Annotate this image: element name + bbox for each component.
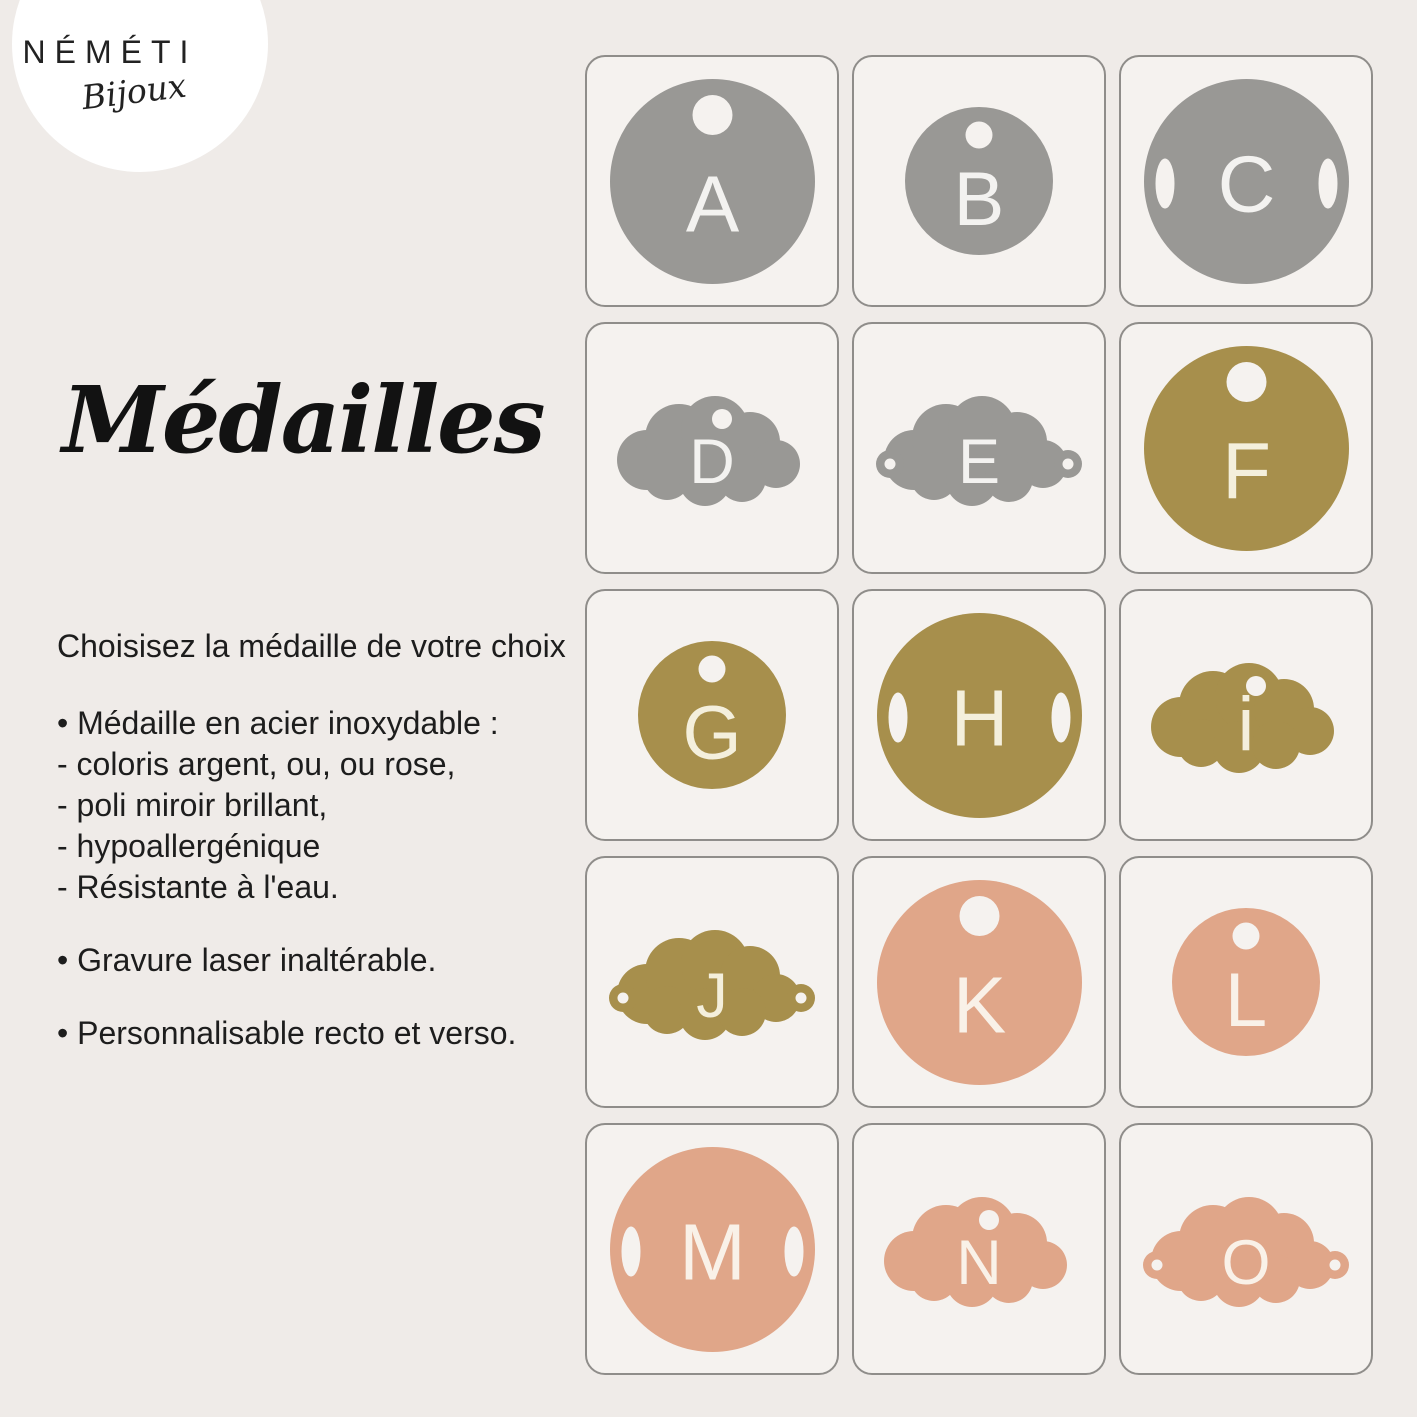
- medal-shape-circle: [877, 880, 1082, 1085]
- medal-shape-cloud: [1143, 1187, 1349, 1311]
- medal-letter: N: [956, 1228, 1002, 1298]
- medal-letter: i: [1237, 682, 1255, 767]
- side-slot-left: [621, 1226, 640, 1276]
- side-slot-right: [1051, 692, 1070, 742]
- attachment-hole: [712, 409, 732, 429]
- attachment-hole: [979, 1210, 999, 1230]
- medal-option-h: [852, 589, 1106, 841]
- attachment-hole: [699, 656, 726, 683]
- side-slot-right: [1318, 158, 1337, 208]
- intro-line: Choisisez la médaille de votre choix: [57, 628, 566, 664]
- medal-shape-cloud: [1143, 653, 1349, 777]
- feature-line: • Médaille en acier inoxydable :: [57, 705, 499, 741]
- medal-shape-circle: [1172, 908, 1320, 1056]
- medal-letter: J: [696, 961, 728, 1031]
- medal-option-a: [585, 55, 839, 307]
- medal-shape-circle: [610, 1147, 815, 1352]
- medal-letter: L: [1224, 958, 1268, 1043]
- attachment-hole: [966, 122, 993, 149]
- medal-letter: C: [1217, 139, 1275, 228]
- description-block: [57, 626, 597, 1054]
- medal-option-e: [852, 322, 1106, 574]
- attachment-hole: [959, 896, 999, 936]
- medal-shape-circle: [1144, 346, 1349, 551]
- medal-option-g: [585, 589, 839, 841]
- side-slot-left: [1155, 158, 1174, 208]
- medal-shape-circle: [905, 107, 1053, 255]
- medal-grid: [585, 55, 1373, 1375]
- medal-option-j: [585, 856, 839, 1108]
- medal-letter: D: [689, 427, 735, 497]
- attachment-hole: [1226, 362, 1266, 402]
- side-hole-right: [796, 993, 807, 1004]
- medal-option-d: [585, 322, 839, 574]
- side-hole-left: [885, 459, 896, 470]
- medal-letter: G: [682, 691, 742, 776]
- feature-line: - hypoallergénique: [57, 828, 321, 864]
- cloud-bump: [1252, 721, 1300, 769]
- medal-letter: K: [952, 960, 1006, 1049]
- medal-option-l: [1119, 856, 1373, 1108]
- medal-shape-circle: [610, 79, 815, 284]
- side-hole-right: [1330, 1260, 1341, 1271]
- medal-letter: E: [957, 427, 1001, 497]
- side-slot-left: [888, 692, 907, 742]
- side-hole-right: [1063, 459, 1074, 470]
- medal-shape-cloud: [876, 386, 1082, 510]
- medal-letter: H: [950, 673, 1008, 762]
- medal-letter: M: [678, 1207, 746, 1296]
- brand-name: NÉMÉTI: [22, 34, 198, 70]
- feature-line: • Personnalisable recto et verso.: [57, 1015, 517, 1051]
- feature-line: • Gravure laser inaltérable.: [57, 942, 437, 978]
- side-hole-left: [618, 993, 629, 1004]
- attachment-hole: [692, 95, 732, 135]
- medal-option-n: [852, 1123, 1106, 1375]
- feature-line: - Résistante à l'eau.: [57, 869, 339, 905]
- medal-option-b: [852, 55, 1106, 307]
- feature-line: - coloris argent, ou, ou rose,: [57, 746, 456, 782]
- medal-shape-circle: [1144, 79, 1349, 284]
- brand-logo: [12, 0, 268, 172]
- side-hole-left: [1152, 1260, 1163, 1271]
- page-title: Médailles: [62, 366, 544, 474]
- feature-line: - poli miroir brillant,: [57, 787, 328, 823]
- side-slot-right: [784, 1226, 803, 1276]
- medal-option-k: [852, 856, 1106, 1108]
- medal-letter: F: [1221, 426, 1271, 515]
- attachment-hole: [1233, 923, 1260, 950]
- medal-letter: A: [685, 159, 739, 248]
- brand-subtitle: Bijoux: [79, 65, 189, 118]
- medal-shape-cloud: [609, 386, 815, 510]
- medal-option-m: [585, 1123, 839, 1375]
- medal-option-o: [1119, 1123, 1373, 1375]
- medal-shape-circle: [877, 613, 1082, 818]
- medal-letter: B: [953, 157, 1005, 242]
- medal-shape-cloud: [876, 1187, 1082, 1311]
- medal-letter: O: [1221, 1228, 1271, 1298]
- medal-option-c: [1119, 55, 1373, 307]
- medal-option-f: [1119, 322, 1373, 574]
- medal-shape-cloud: [609, 920, 815, 1044]
- medal-option-i: [1119, 589, 1373, 841]
- medal-shape-circle: [638, 641, 786, 789]
